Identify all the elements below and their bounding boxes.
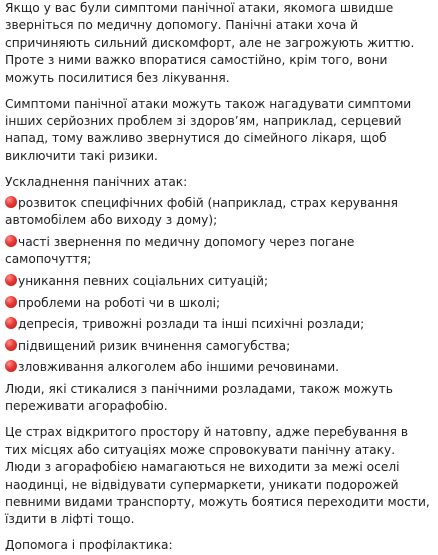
help-heading: Допомога і профілактика: [5,538,173,553]
complication-text: проблеми на роботі чи в школі; [18,295,221,310]
red-circle-icon [5,360,17,372]
intro-paragraph: Якщо у вас були симптоми панічної атаки, якомога швидше зверніться по медичну допомогу. Панічні атаки хоча й спричиняють сильний дискомфорт, але не загрожують життю. Проте з ними важко впоратися самостійно, крім того, вони можуть посилитися без лікування. [5,1,415,85]
complication-text: уникання певних соціальних ситуацій; [18,274,269,289]
complication-item [5,195,434,230]
complication-item [5,316,434,333]
complication-item [5,359,434,376]
red-circle-icon [5,235,17,247]
red-circle-icon [5,296,17,308]
complication-text: депресія, тривожні розлади та інші психічні розлади; [18,317,365,332]
red-circle-icon [5,317,17,329]
complication-item [5,234,434,269]
complication-item [5,273,434,290]
red-circle-icon [5,196,17,208]
complication-text: часті звернення по медичну допомогу через погане самопочуття; [5,235,355,267]
complication-text: зловживання алкоголем або іншими речовинами. [18,360,340,375]
complication-text: розвиток специфічних фобій (наприклад, страх керування автомобілем або виходу з дому); [5,196,398,228]
agoraphobia-paragraph: Люди, які стикалися з панічними розладами, також можуть переживати агорафобію. [5,382,393,414]
complication-item [5,338,434,355]
complication-item [5,295,434,312]
complications-list [5,195,434,377]
fear-paragraph: Це страх відкритого простору й натовпу, адже перебування в тих місцях або ситуаціях може спровокувати панічну атаку. Люди з агорафобією намагаються не виходити за межі оселі наодинці, не відвідувати супермаркети, уникати подорожей певними видами транспорту, можуть боятися переходити мости, їздити в ліфті тощо. [5,425,430,527]
red-circle-icon [5,274,17,286]
complications-heading: Ускладнення панічних атак: [5,174,188,189]
complication-text: підвищений ризик вчинення самогубства; [18,338,291,353]
symptoms-paragraph: Симптоми панічної атаки можуть також нагадувати симптоми інших серйозних проблем зі здоров’ям, наприклад, серцевий напад, тому важливо звернутися до сімейного лікаря, щоб виключити такі ризики. [5,96,412,163]
red-circle-icon [5,339,17,351]
